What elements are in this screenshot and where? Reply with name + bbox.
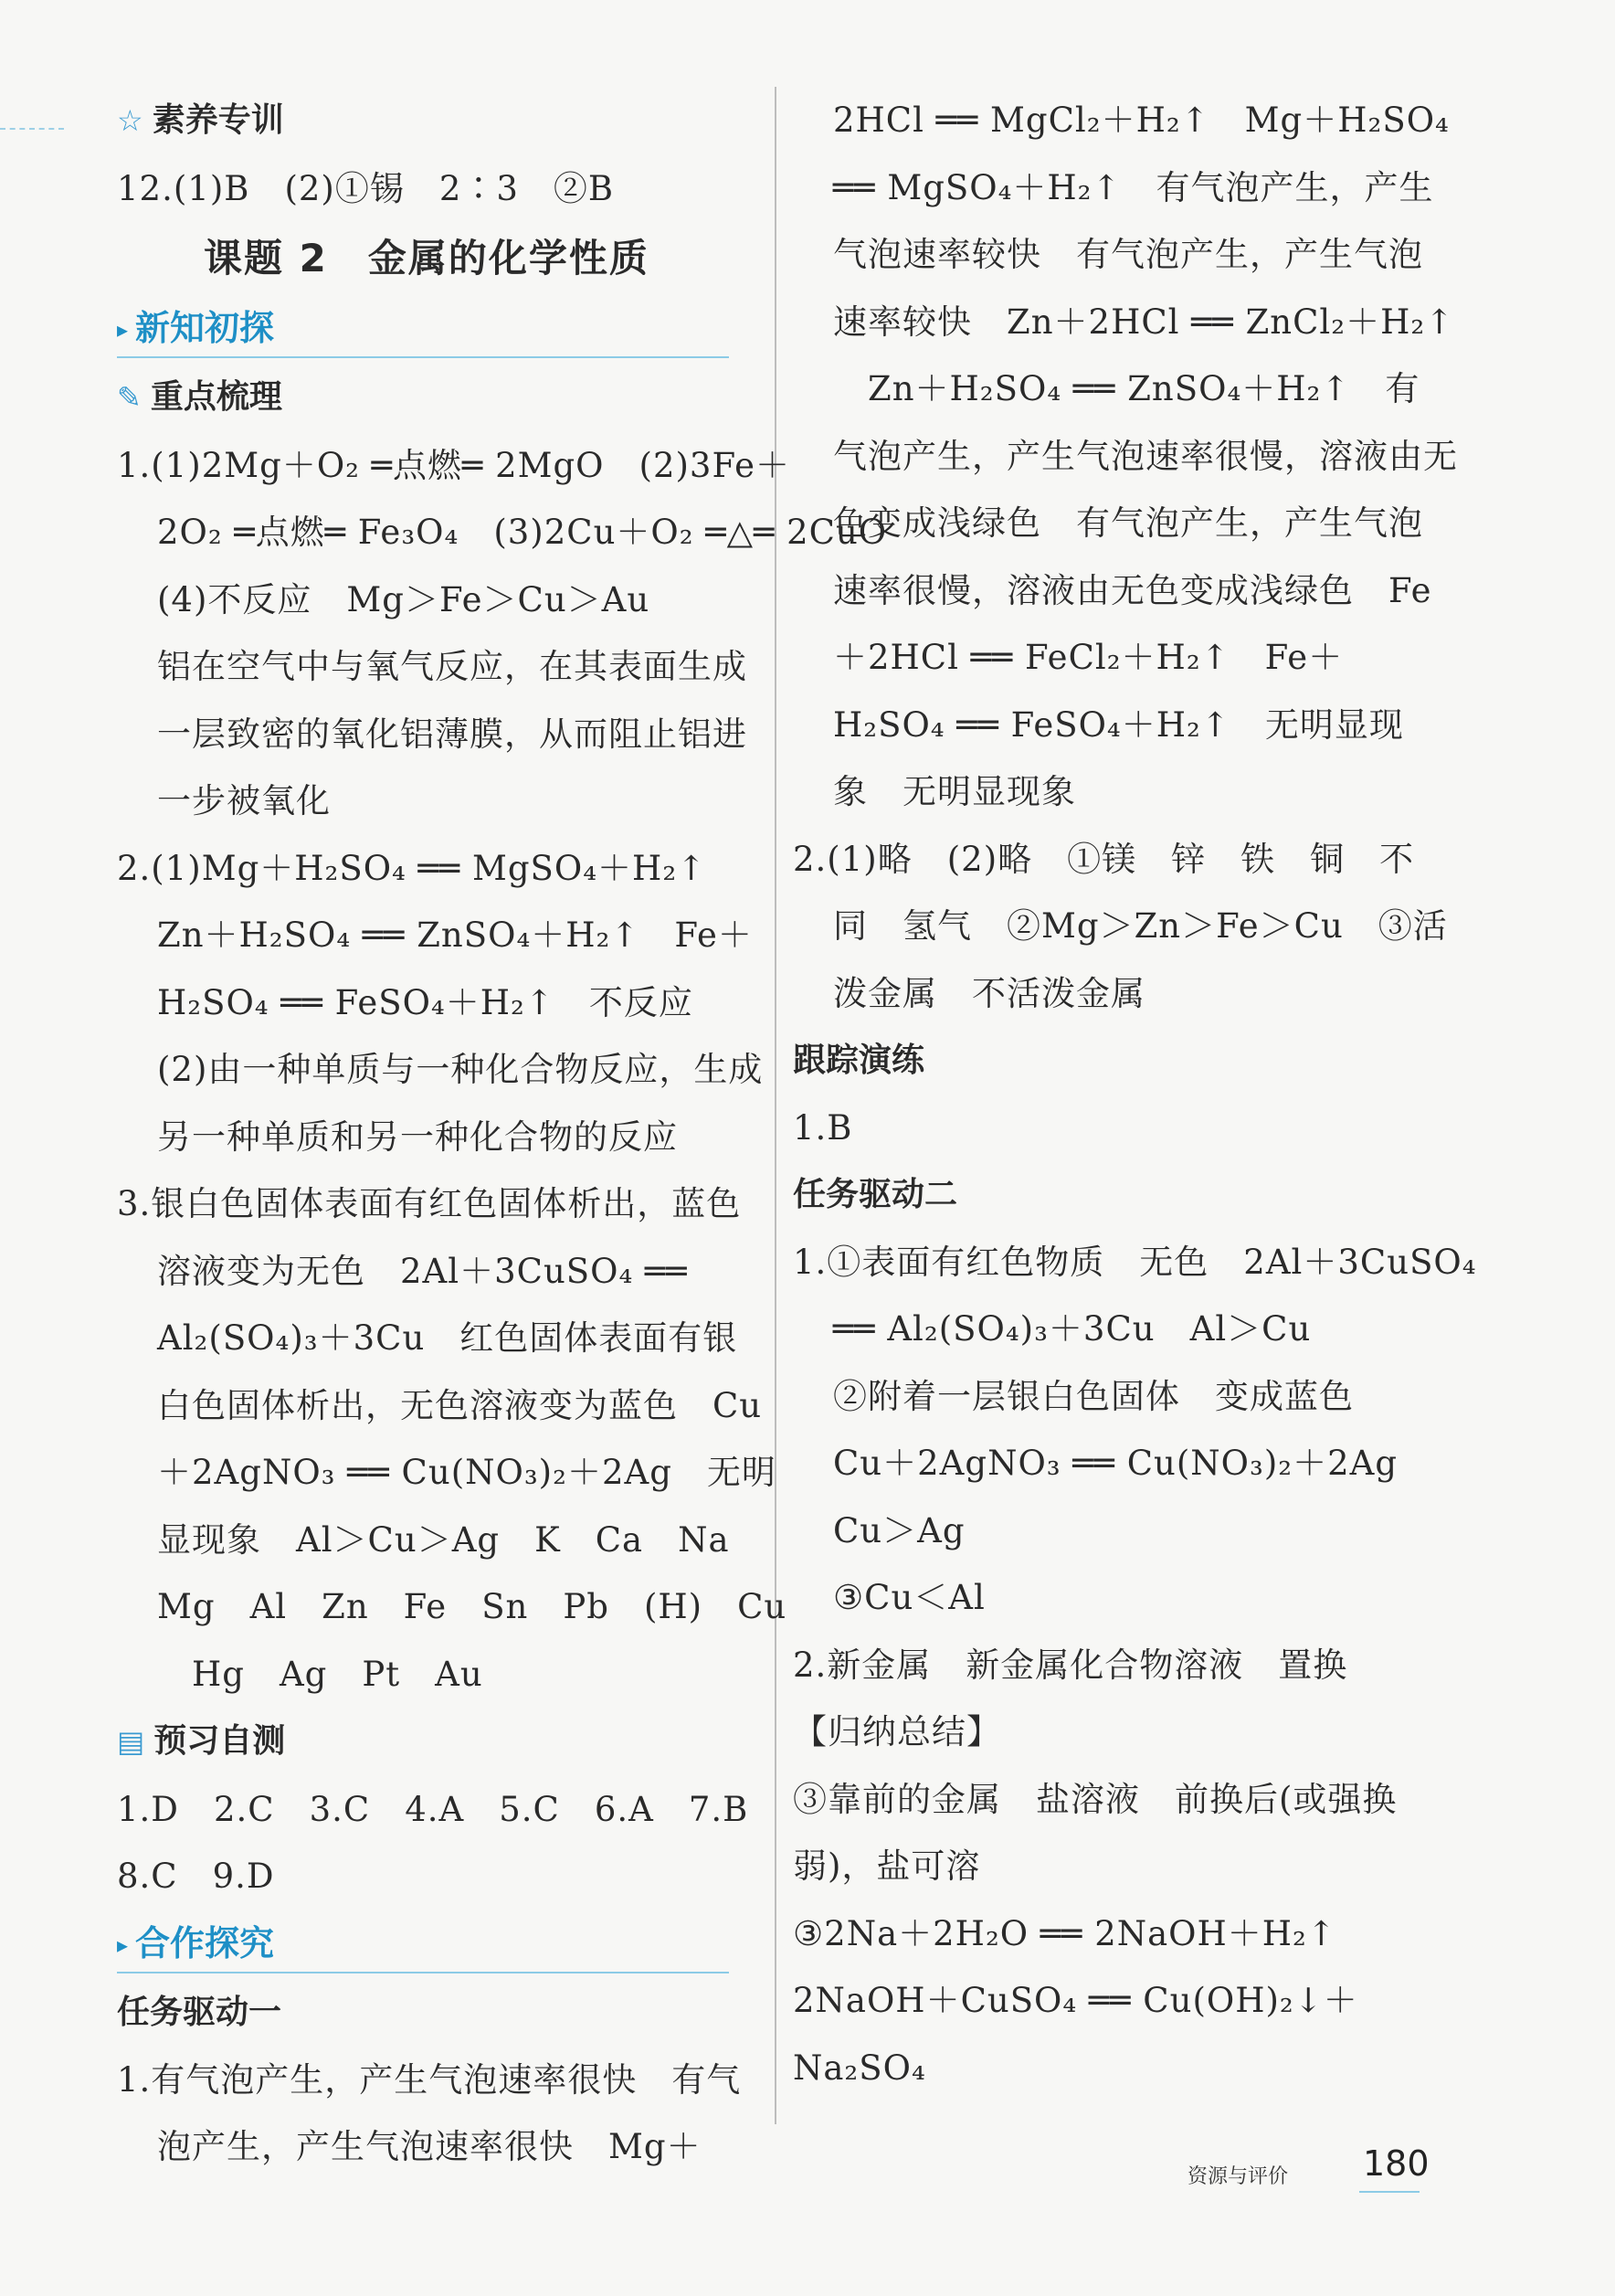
line-text: Zn＋H₂SO₄ ══ ZnSO₄＋H₂↑ 有: [868, 369, 1420, 408]
text-line: [793, 624, 1441, 692]
line-text: 新知初探: [135, 308, 275, 348]
section-band: [117, 295, 756, 364]
line-text: ══ Al₂(SO₄)₃＋3Cu Al＞Cu: [833, 1309, 1312, 1349]
text-line: [117, 566, 756, 634]
line-text: 2O₂ ═点燃═ Fe₃O₄ (3)2Cu＋O₂ ═△═ 2CuO: [157, 513, 888, 553]
line-text: 气泡产生，产生气泡速率很慢，溶液由无: [833, 436, 1458, 476]
text-line: [117, 1507, 756, 1574]
line-text: 弱)，盐可溶: [793, 1846, 981, 1886]
text-line: [793, 557, 1441, 625]
text-line: [793, 87, 1450, 154]
text-line: [117, 1843, 756, 1910]
line-text: Hg Ag Pt Au: [192, 1654, 483, 1694]
star-outline-icon: ☆: [117, 103, 143, 138]
page-number: 180: [1363, 2143, 1430, 2184]
text-line: [793, 1967, 1441, 2035]
text-line: [793, 2035, 1441, 2102]
band-arrow-icon: ▸: [117, 316, 129, 343]
line-text: (2)由一种单质与一种化合物反应，生成: [157, 1050, 764, 1090]
line-text: Na₂SO₄: [793, 2047, 926, 2088]
line-text: 泼金属 不活泼金属: [833, 973, 1145, 1013]
line-text: 2.(1)略 (2)略 ①镁 锌 铁 铜 不: [793, 839, 1415, 879]
line-text: 速率较快 Zn＋2HCl ══ ZnCl₂＋H₂↑: [833, 302, 1455, 342]
section-heading: [117, 364, 756, 432]
line-text: 任务驱动二: [793, 1176, 958, 1213]
line-text: 2NaOH＋CuSO₄ ══ Cu(OH)₂↓＋: [793, 1981, 1358, 2020]
text-line: [117, 2047, 756, 2114]
line-text: 1.①表面有红色物质 无色 2Al＋3CuSO₄: [793, 1242, 1477, 1282]
text-line: [793, 1564, 1441, 1632]
text-line: [117, 1170, 756, 1238]
line-text: Cu＋2AgNO₃ ══ Cu(NO₃)₂＋2Ag: [833, 1444, 1399, 1483]
text-line: [117, 1372, 763, 1440]
section-heading: [793, 1161, 1441, 1229]
text-line: [793, 154, 1441, 222]
column-divider: [775, 87, 776, 2124]
line-text: 铝在空气中与氧气反应，在其表面生成: [157, 647, 747, 687]
line-text: Mg Al Zn Fe Sn Pb (H) Cu: [157, 1587, 787, 1627]
line-text: ＋2HCl ══ FeCl₂＋H₂↑ Fe＋: [833, 638, 1344, 677]
text-line: [793, 1296, 1441, 1363]
line-text: 预习自测: [153, 1722, 286, 1761]
text-line: [793, 490, 1441, 557]
line-text: ══ MgSO₄＋H₂↑ 有气泡产生，产生: [833, 167, 1434, 207]
line-text: 色变成浅绿色 有气泡产生，产生气泡: [833, 503, 1423, 543]
line-text: 素养专训: [152, 101, 284, 139]
line-text: 一步被氧化: [157, 781, 331, 821]
footer-label: 资源与评价: [1188, 2165, 1289, 2188]
section-heading: [793, 1027, 1441, 1095]
line-text: 8.C 9.D: [117, 1857, 275, 1897]
pencil-icon: ✎: [117, 380, 142, 416]
line-text: 2.(1)Mg＋H₂SO₄ ══ MgSO₄＋H₂↑: [117, 848, 707, 888]
line-text: 速率很慢，溶液由无色变成浅绿色 Fe: [833, 570, 1432, 610]
text-line: [793, 1363, 1441, 1431]
text-line: [793, 1430, 1441, 1497]
text-line: [117, 1641, 756, 1709]
text-line: [793, 1229, 1477, 1296]
text-line: [117, 701, 756, 768]
text-line: [793, 423, 1458, 491]
text-line: [793, 1900, 1441, 1968]
text-line: [117, 969, 756, 1037]
line-text: 显现象 Al＞Cu＞Ag K Ca Na: [157, 1519, 730, 1560]
line-text: 2HCl ══ MgCl₂＋H₂↑ Mg＋H₂SO₄: [833, 101, 1450, 140]
line-text: 白色固体析出，无色溶液变为蓝色 Cu: [157, 1385, 763, 1425]
text-line: [117, 1036, 764, 1104]
section-band: [117, 1910, 756, 1979]
line-text: 气泡速率较快 有气泡产生，产生气泡: [833, 235, 1423, 274]
line-text: (4)不反应 Mg＞Fe＞Cu＞Au: [157, 579, 650, 619]
text-line: [793, 758, 1441, 826]
text-line: [117, 1104, 756, 1171]
text-line: [793, 893, 1448, 960]
line-text: H₂SO₄ ══ FeSO₄＋H₂↑ 不反应: [157, 982, 693, 1022]
line-text: 重点梳理: [150, 378, 282, 417]
line-text: 2.新金属 新金属化合物溶液 置换: [793, 1645, 1348, 1685]
line-text: 1.B: [793, 1107, 853, 1148]
text-line: [793, 960, 1441, 1028]
text-line: [793, 1095, 1441, 1162]
text-line: [793, 289, 1455, 356]
text-line: [117, 633, 756, 701]
text-line: [117, 1439, 776, 1507]
section-heading: [117, 87, 756, 155]
decorative-dash: [0, 128, 64, 130]
text-line: [793, 826, 1441, 894]
text-line: [117, 2113, 756, 2181]
text-line: [793, 692, 1441, 759]
line-text: 【归纳总结】: [793, 1712, 1001, 1751]
line-text: ③靠前的金属 盐溶液 前换后(或强换: [793, 1779, 1398, 1819]
section-heading: [117, 1979, 756, 2047]
line-text: ③2Na＋2H₂O ══ 2NaOH＋H₂↑: [793, 1913, 1336, 1953]
band-arrow-icon: ▸: [117, 1931, 129, 1958]
line-text: Zn＋H₂SO₄ ══ ZnSO₄＋H₂↑ Fe＋: [157, 915, 753, 956]
text-line: [793, 1497, 1441, 1565]
line-text: 3.银白色固体表面有红色固体析出，蓝色: [117, 1184, 742, 1224]
footer-rule: [1359, 2191, 1420, 2193]
line-text: 另一种单质和另一种化合物的反应: [157, 1116, 678, 1157]
line-text: 泡产生，产生气泡速率很快 Mg＋: [157, 2127, 702, 2166]
text-line: [117, 1238, 756, 1306]
text-line: [793, 221, 1441, 289]
book-icon: ▤: [117, 1724, 145, 1760]
line-text: 12.(1)B (2)①锡 2∶3 ②B: [117, 168, 615, 208]
line-text: 合作探究: [135, 1922, 275, 1963]
line-text: 象 无明显现象: [833, 772, 1076, 811]
text-line: [117, 835, 756, 903]
text-line: [117, 432, 791, 500]
text-line: [117, 767, 756, 835]
line-text: 1.有气泡产生，产生气泡速率很快 有气: [117, 2059, 742, 2100]
line-text: ③Cu＜Al: [833, 1578, 986, 1617]
text-line: [117, 1305, 756, 1372]
line-text: 溶液变为无色 2Al＋3CuSO₄ ══: [157, 1251, 688, 1291]
line-text: 课题 2 金属的化学性质: [204, 236, 649, 280]
line-text: 任务驱动一: [117, 1994, 282, 2031]
line-text: 同 氢气 ②Mg＞Zn＞Fe＞Cu ③活: [833, 906, 1448, 946]
text-line: [117, 1573, 787, 1641]
text-line: [793, 1698, 1441, 1766]
text-line: [117, 1776, 756, 1844]
section-heading: [117, 1708, 756, 1776]
line-text: Al₂(SO₄)₃＋3Cu 红色固体表面有银: [157, 1318, 738, 1359]
text-line: [117, 155, 756, 223]
line-text: Cu＞Ag: [833, 1510, 966, 1550]
right-column: [793, 87, 1477, 2101]
text-line: [117, 499, 888, 566]
line-text: 跟踪演练: [793, 1042, 925, 1079]
line-text: 1.(1)2Mg＋O₂ ═点燃═ 2MgO (2)3Fe＋: [117, 445, 791, 485]
text-line: [793, 1833, 1441, 1900]
text-line: [793, 355, 1441, 423]
line-text: H₂SO₄ ══ FeSO₄＋H₂↑ 无明显现: [833, 704, 1404, 745]
text-line: [117, 902, 756, 969]
lesson-title: [117, 222, 756, 295]
line-text: 一层致密的氧化铝薄膜，从而阻止铝进: [157, 714, 747, 754]
line-text: ②附着一层银白色固体 变成蓝色: [833, 1376, 1354, 1416]
line-text: ＋2AgNO₃ ══ Cu(NO₃)₂＋2Ag 无明: [157, 1453, 776, 1493]
text-line: [793, 1632, 1441, 1699]
line-text: 1.D 2.C 3.C 4.A 5.C 6.A 7.B: [117, 1789, 749, 1829]
text-line: [793, 1766, 1441, 1834]
